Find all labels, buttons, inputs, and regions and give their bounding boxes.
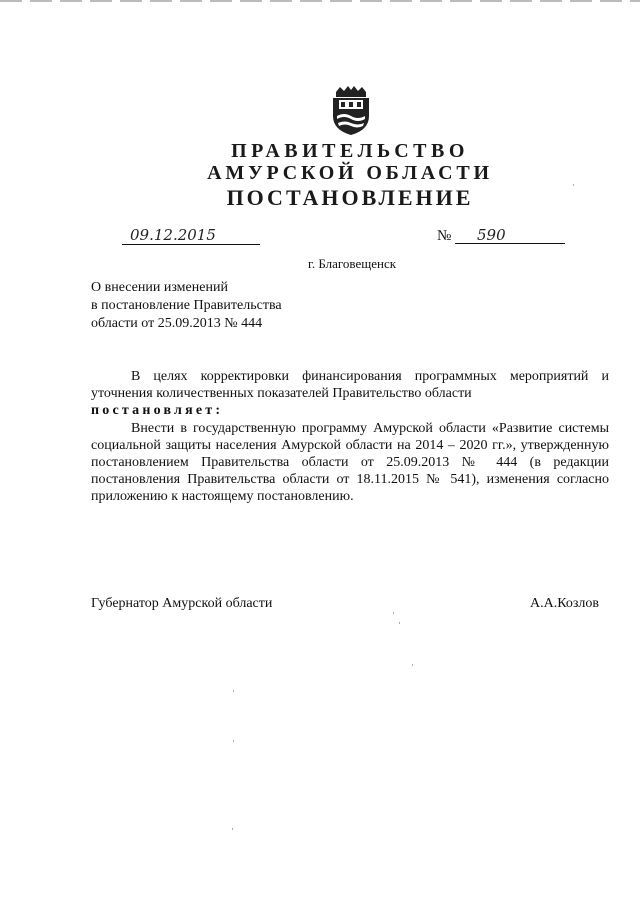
scan-speck [399, 622, 400, 624]
document-type-title: ПОСТАНОВЛЕНИЕ [226, 185, 474, 210]
document-number: 590 [455, 226, 565, 244]
signatory-name: А.А.Козлов [530, 596, 599, 611]
scan-edge [0, 0, 640, 2]
region-title: АМУРСКОЙ ОБЛАСТИ [207, 162, 493, 184]
document-subject [91, 279, 282, 333]
coat-of-arms-icon [330, 86, 372, 136]
preamble-text: В целях корректировки финансирования программных мероприятий и уточнения количественных показателей Правительство области [91, 369, 609, 401]
scan-speck [412, 664, 413, 666]
subject-line: О внесении изменений [91, 280, 228, 295]
number-label: № [437, 228, 452, 244]
scan-speck [233, 740, 234, 742]
scan-speck [573, 184, 574, 186]
scan-speck [233, 690, 234, 692]
document-date: 09.12.2015 [122, 226, 260, 245]
scan-speck [393, 612, 394, 614]
subject-line: в постановление Правительства [91, 298, 282, 313]
scan-speck [232, 828, 233, 830]
subject-line: области от 25.09.2013 № 444 [91, 316, 263, 331]
decree-word: постановляет: [91, 403, 224, 418]
decision-paragraph [91, 420, 609, 505]
government-title: ПРАВИТЕЛЬСТВО [231, 140, 469, 162]
city-name: г. Благовещенск [308, 256, 397, 271]
signatory-title: Губернатор Амурской области [91, 596, 273, 611]
decision-text: Внести в государственную программу Амурской области «Развитие системы социальной защиты населения Амурской области на 2014 – 2020 гг.», утвержденную постановлением Правительства области от 25.09.2013 № 444 (в редакции постановления Правительства области от 18.11.2015 № 541), изменения согласно приложению к настоящему постановлению. [91, 421, 609, 504]
preamble-paragraph [91, 369, 609, 403]
